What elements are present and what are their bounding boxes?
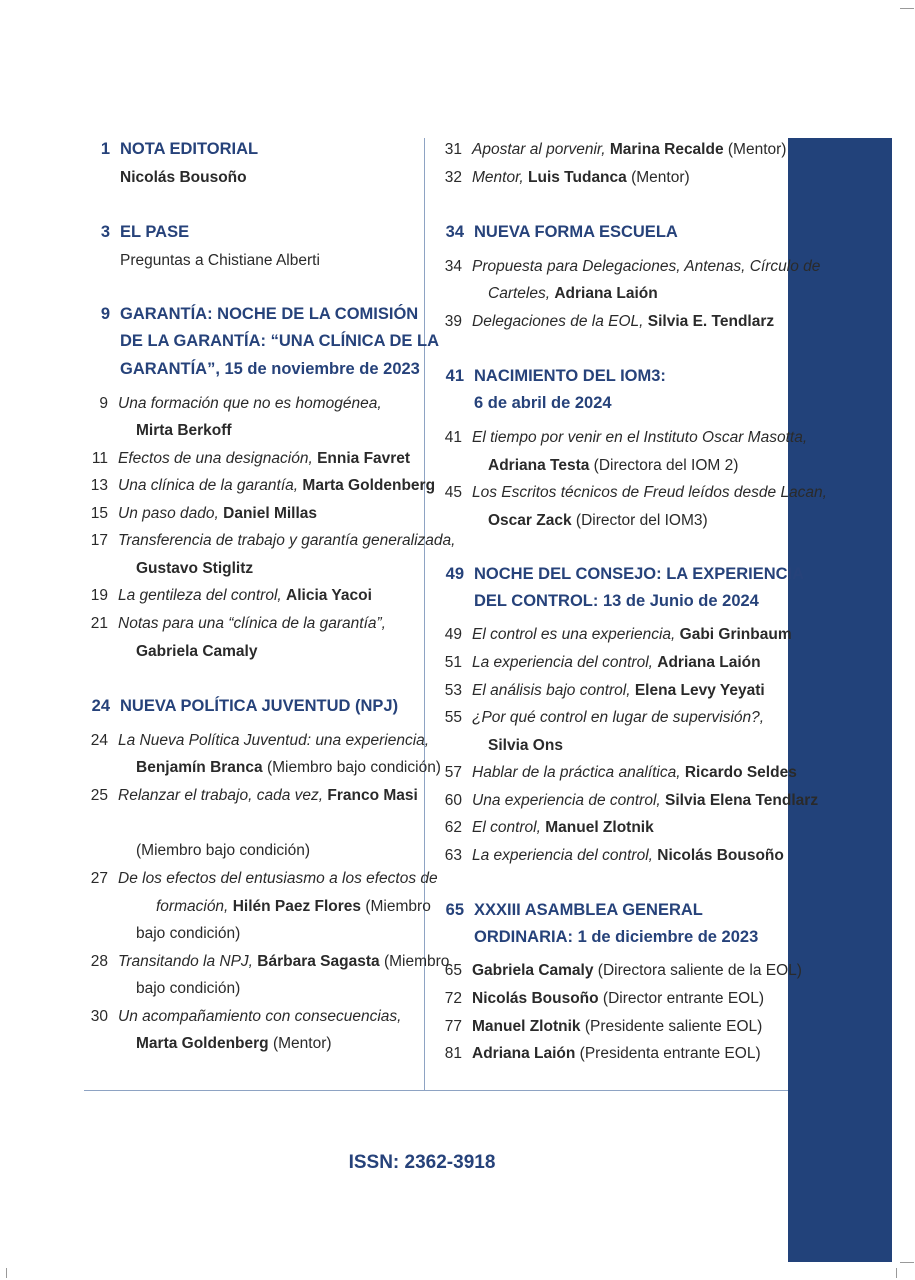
toc-entry-author: Mirta Berkoff — [136, 422, 232, 439]
toc-entry-author: Gustavo Stiglitz — [136, 560, 254, 577]
footer-divider — [84, 1090, 788, 1091]
toc-entry-author: Benjamín Branca (Miembro bajo condición) — [136, 759, 441, 776]
toc-entry-note: bajo condición) — [136, 980, 241, 997]
crop-mark — [900, 8, 914, 9]
toc-entry-author: formación, Hilén Paez Flores (Miembro — [156, 898, 431, 915]
toc-entry-author: Silvia Ons — [488, 737, 563, 754]
toc-entry-note: bajo condición) — [136, 925, 241, 942]
crop-mark — [6, 1268, 7, 1278]
toc-entry-author: Carteles, Adriana Laión — [488, 285, 658, 302]
side-color-bar — [788, 138, 892, 1262]
toc-entry-author: Gabriela Camaly — [136, 643, 258, 660]
toc-entry-author: Adriana Testa (Directora del IOM 2) — [488, 457, 739, 474]
section-author: Nicolás Bousoño — [120, 169, 247, 186]
toc-entry-author: Marta Goldenberg (Mentor) — [136, 1035, 332, 1052]
toc-entry-author: Oscar Zack (Director del IOM3) — [488, 512, 708, 529]
toc-entry-note: (Miembro bajo condición) — [136, 842, 311, 859]
crop-mark — [900, 1262, 914, 1263]
crop-mark — [896, 1268, 897, 1278]
section-subtitle: Preguntas a Chistiane Alberti — [120, 252, 320, 269]
issn-label: ISSN: 2362-3918 — [348, 1152, 496, 1173]
